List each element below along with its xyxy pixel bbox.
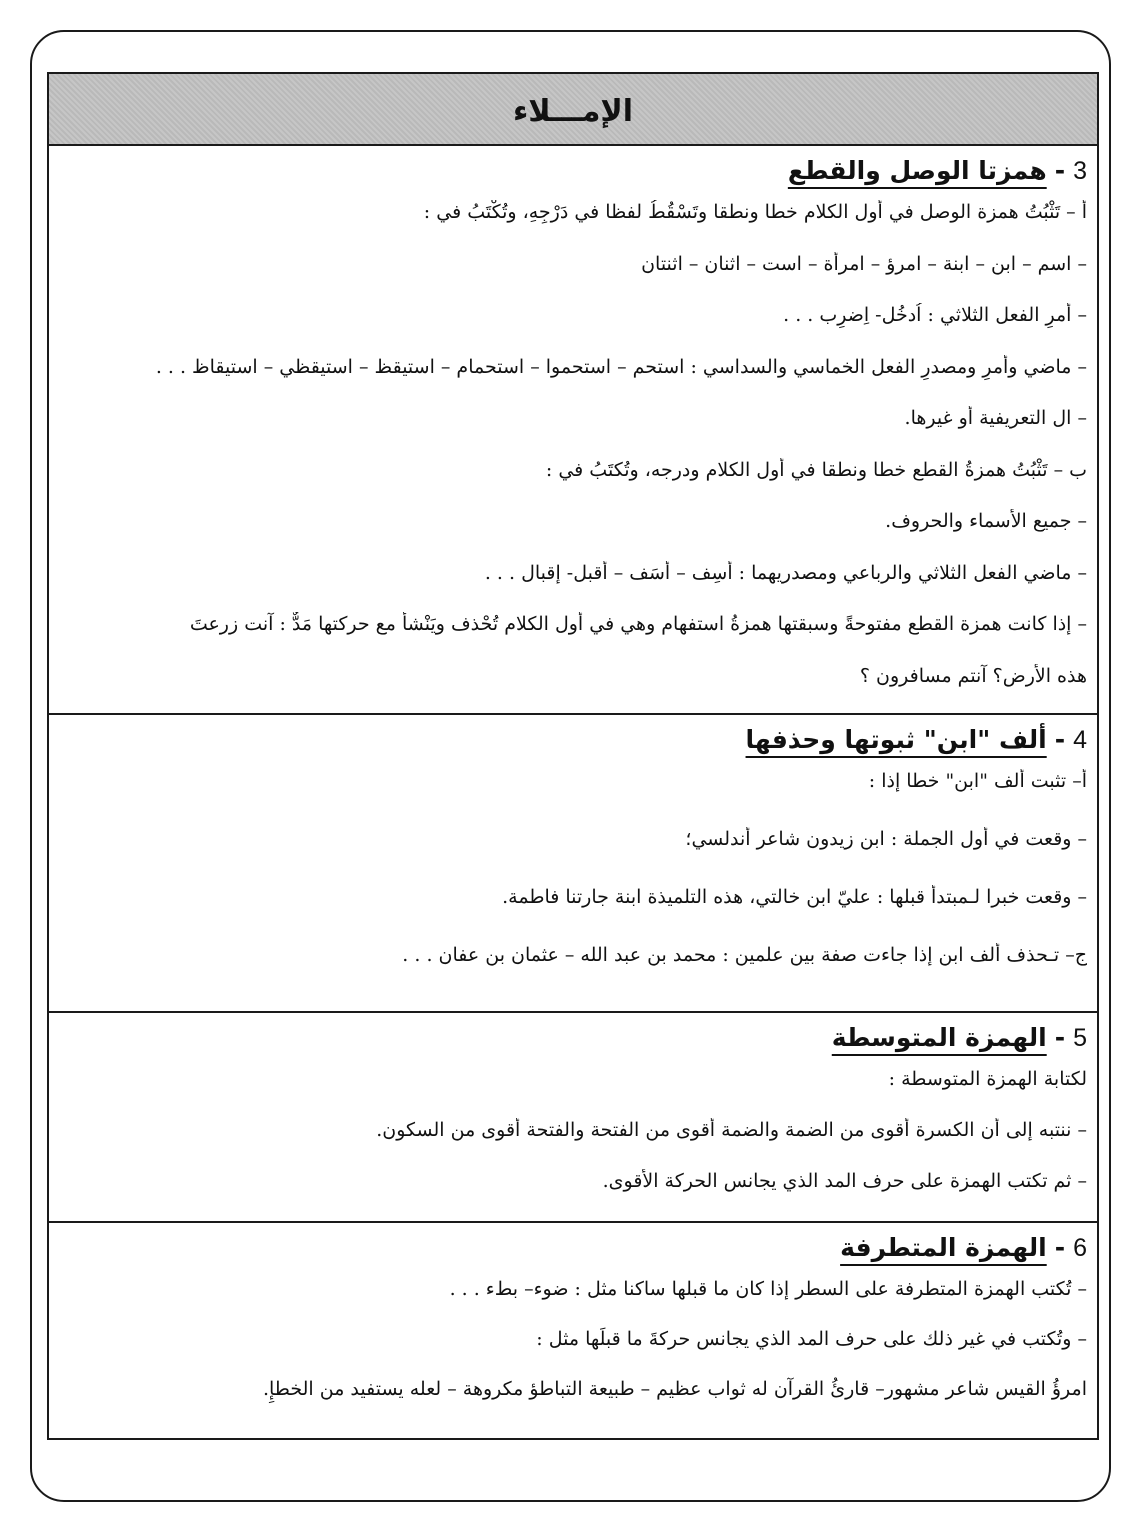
text-line: – ال التعريفية أو غيرها. xyxy=(904,407,1087,429)
section-dash: - xyxy=(1054,725,1066,754)
text-line: – أمرِ الفعل الثلاثي : اُدخُل- اِضرِب . . . xyxy=(783,304,1087,326)
text-line: – ماضي وأمرِ ومصدرِ الفعل الخماسي والسداسي : استحم – استحموا – استحمام – استيقظ – استيقظي – استيقاظ . . . xyxy=(155,355,1087,378)
text-line: – ماضي الفعل الثلاثي والرباعي ومصدريهما : أسِف – أسَف – أقبل- إقبال . . . xyxy=(484,561,1087,584)
section-title: همزتا الوصل والقطع xyxy=(787,156,1047,185)
content-box xyxy=(47,72,1099,1440)
section-3 xyxy=(49,146,1097,715)
text-line: – وقعت في أول الجملة : ابن زيدون شاعر أندلسي؛ xyxy=(685,828,1087,850)
text-line: – تُكتب الهمزة المتطرفة على السطر إذا كان ما قبلها ساكنا مثل : ضوء– بطء . . . xyxy=(449,1278,1087,1300)
section-title: ألف "ابن" ثبوتها وحذفها xyxy=(745,725,1047,754)
text-line: هذه الأرض؟ آنتم مسافرون ؟ xyxy=(859,664,1087,687)
section-title: الهمزة المتطرفة xyxy=(840,1233,1047,1262)
text-line: ب – تَثْبُتُ همزةُ القطع خطا ونطقا في أول الكلام ودرجه، وتُكتَبُ في : xyxy=(545,458,1087,481)
section-dash: - xyxy=(1054,1233,1066,1262)
text-line: لكتابة الهمزة المتوسطة : xyxy=(888,1068,1087,1090)
text-line: – وتُكتب في غير ذلك على حرف المد الذي يجانس حركةَ ما قبلَها مثل : xyxy=(536,1328,1087,1350)
text-line: أ – تَثْبُتُ همزة الوصل في أول الكلام خطا ونطقا وتَسْقُطُ لفظا في دَرْجِهِ، وتُكْتَبُ في : xyxy=(423,201,1087,223)
text-line: – ثم تكتب الهمزة على حرف المد الذي يجانس الحركة الأقوى. xyxy=(602,1170,1087,1192)
section-heading xyxy=(63,725,1087,769)
text-line: ج– تـحذف ألف ابن إذا جاءت صفة بين علمين : محمد بن عبد الله – عثمان بن عفان . . . xyxy=(402,944,1087,966)
title-bar xyxy=(49,74,1097,146)
text-line: – إذا كانت همزة القطع مفتوحةً وسبقتها همزةُ استفهام وهي في أول الكلام تُحْذف ويَنْشأُ مع حركتها مَدٌّ : آنت زرعتَ xyxy=(189,613,1087,635)
section-dash: - xyxy=(1054,156,1066,185)
section-number: 3 xyxy=(1073,157,1087,185)
section-number: 5 xyxy=(1073,1024,1087,1052)
text-line: – وقعت خبرا لـمبتدأ قبلها : عليّ ابن خالتي، هذه التلميذة ابنة جارتنا فاطمة. xyxy=(502,886,1087,908)
section-heading xyxy=(63,1233,1087,1277)
section-4 xyxy=(49,715,1097,1013)
page-title: الإمـــلاء xyxy=(512,93,634,129)
text-line: – جميع الأسماء والحروف. xyxy=(885,510,1087,532)
section-5 xyxy=(49,1013,1097,1223)
section-6 xyxy=(49,1223,1097,1440)
section-dash: - xyxy=(1054,1023,1066,1052)
text-line: – ننتبه إلى أن الكسرة أقوى من الضمة والضمة أقوى من الفتحة والفتحة أقوى من السكون. xyxy=(376,1119,1087,1141)
text-line: أ– تثبت ألف "ابن" خطا إذا : xyxy=(868,770,1087,792)
section-heading xyxy=(63,156,1087,200)
section-number: 4 xyxy=(1073,726,1087,754)
text-line: امرؤُ القيس شاعر مشهور– قارئُ القرآن له ثواب عظيم – طبيعة التباطؤ مكروهة – لعله يستفيد من الخطإِ. xyxy=(262,1378,1087,1400)
section-title: الهمزة المتوسطة xyxy=(831,1023,1047,1052)
text-line: – اسم – ابن – ابنة – امرؤ – امرأة – است – اثنان – اثنتان xyxy=(641,252,1087,275)
section-number: 6 xyxy=(1073,1234,1087,1262)
section-heading xyxy=(63,1023,1087,1067)
